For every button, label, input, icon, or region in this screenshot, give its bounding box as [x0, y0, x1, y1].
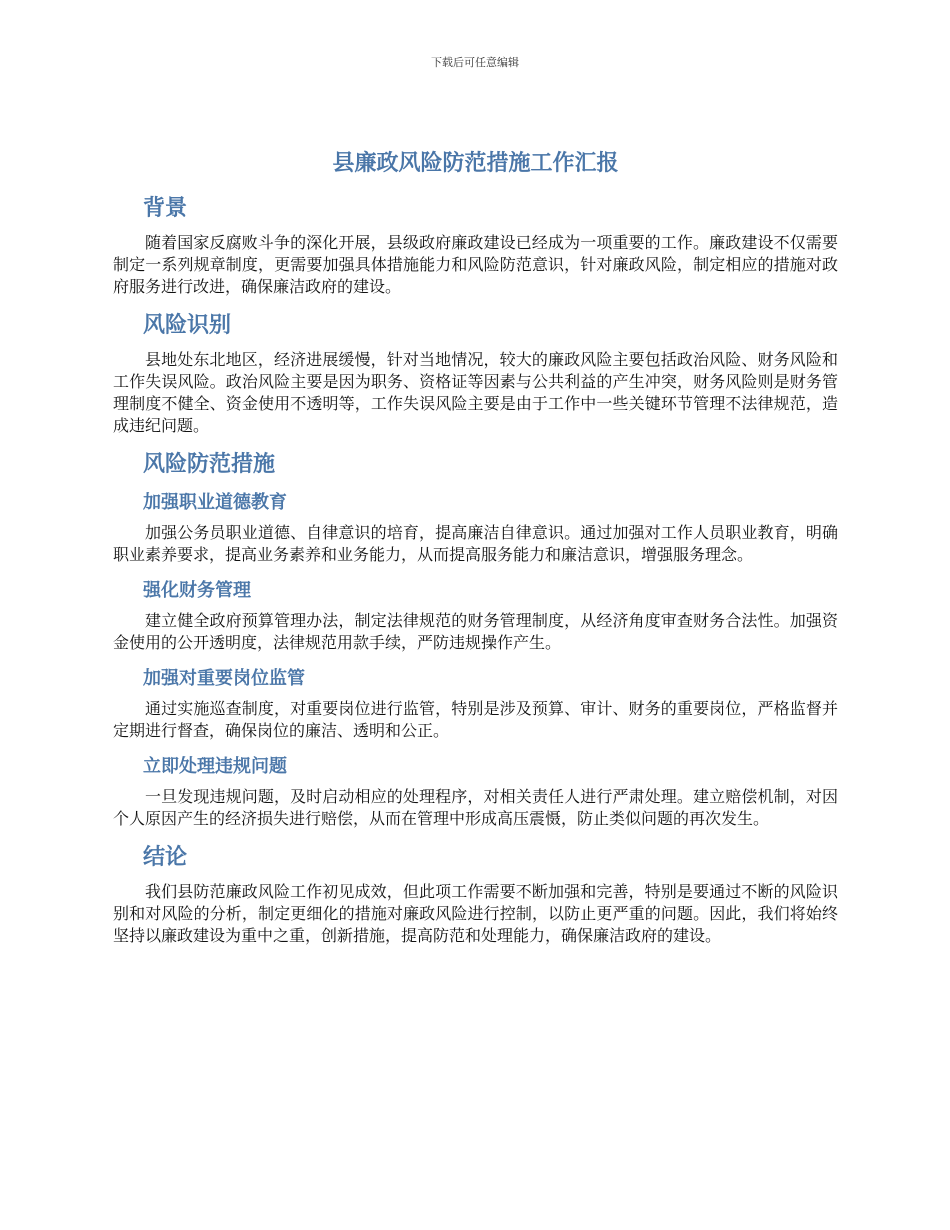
section-heading-measures: 风险防范措施 — [143, 452, 276, 477]
subsection-paragraph-key-post-supervision: 通过实施巡查制度，对重要岗位进行监管，特别是涉及预算、审计、财务的重要岗位，严格监督并定期进行督查，确保岗位的廉洁、透明和公正。 — [113, 699, 838, 740]
section-paragraph-conclusion: 我们县防范廉政风险工作初见成效，但此项工作需要不断加强和完善，特别是要通过不断的风险识别和对风险的分析，制定更细化的措施对廉政风险进行控制，以防止更严重的问题。因此，我们将始终坚持以廉政建设为重中之重，创新措施，提高防范和处理能力，确保廉洁政府的建设。 — [113, 882, 838, 945]
subsection-paragraph-financial-management: 建立健全政府预算管理办法，制定法律规范的财务管理制度，从经济角度审查财务合法性。加强资金使用的公开透明度，法律规范用款手续，严防违规操作产生。 — [113, 611, 838, 652]
section-paragraph-background: 随着国家反腐败斗争的深化开展，县级政府廉政建设已经成为一项重要的工作。廉政建设不仅需要制定一系列规章制度，更需要加强具体措施能力和风险防范意识，针对廉政风险，制定相应的措施对政府服务进行改进，确保廉洁政府的建设。 — [113, 233, 838, 296]
subsection-heading-ethics-education: 加强职业道德教育 — [143, 492, 287, 513]
subsection-heading-violation-handling: 立即处理违规问题 — [143, 756, 287, 777]
section-paragraph-risk-identification: 县地处东北地区，经济进展缓慢，针对当地情况，较大的廉政风险主要包括政治风险、财务风险和工作失误风险。政治风险主要是因为职务、资格证等因素与公共利益的产生冲突，财务风险则是财务管理制度不健全、资金使用不透明等，工作失误风险主要是由于工作中一些关键环节管理不法律规范，造成违纪问题。 — [113, 350, 838, 435]
section-heading-risk-identification: 风险识别 — [143, 313, 232, 338]
document-body — [113, 146, 838, 957]
subsection-heading-financial-management: 强化财务管理 — [143, 580, 251, 601]
section-heading-conclusion: 结论 — [143, 845, 188, 870]
subsection-paragraph-ethics-education: 加强公务员职业道德、自律意识的培育，提高廉洁自律意识。通过加强对工作人员职业教育，明确职业素养要求，提高业务素养和业务能力，从而提高服务能力和廉洁意识，增强服务理念。 — [113, 523, 838, 564]
subsection-heading-key-post-supervision: 加强对重要岗位监管 — [143, 668, 305, 689]
document-title: 县廉政风险防范措施工作汇报 — [332, 151, 619, 176]
section-heading-background: 背景 — [143, 196, 188, 221]
subsection-paragraph-violation-handling: 一旦发现违规问题，及时启动相应的处理程序，对相关责任人进行严肃处理。建立赔偿机制，对因个人原因产生的经济损失进行赔偿，从而在管理中形成高压震慑，防止类似问题的再次发生。 — [113, 787, 838, 828]
page-header-note: 下载后可任意编辑 — [431, 56, 519, 69]
